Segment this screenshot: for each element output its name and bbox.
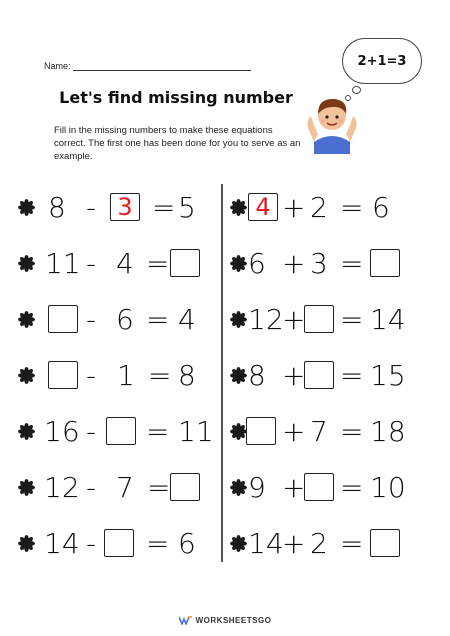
plus-sign: + [282,527,306,560]
number: 18 [370,415,406,448]
footer-brand: WORKSHEETSGO [195,615,272,625]
number: 8 [178,359,196,392]
answer-box[interactable] [246,417,276,445]
equals-sign: = [340,471,364,504]
minus-sign: - [86,247,97,280]
flower-bullet-icon [230,479,247,496]
bubble-equation: 2+1=3 [357,53,407,69]
number: 11 [45,247,81,280]
flower-bullet-icon [230,311,247,328]
instructions-text: Fill in the missing numbers to make these equations correct. The first one has been done for you to serve as an example. [54,125,301,162]
equals-sign: = [340,303,364,336]
flower-bullet-icon [230,255,247,272]
page-title: Let's find missing number [59,88,293,107]
minus-sign: - [86,527,97,560]
name-row [44,60,251,71]
answer-box[interactable] [48,361,78,389]
flower-bullet-icon [18,255,35,272]
number: 2 [310,527,328,560]
number: 4 [178,303,196,336]
plus-sign: + [282,471,306,504]
equals-sign: = [340,191,364,224]
number: 12 [44,471,80,504]
equals-sign: = [340,415,364,448]
worksheetsgo-logo-icon [179,616,192,625]
flower-bullet-icon [18,199,35,216]
plus-sign: + [282,303,306,336]
number: 14 [370,303,406,336]
equals-sign: = [148,359,172,392]
plus-sign: + [282,359,306,392]
equals-sign: = [146,415,170,448]
number: 6 [116,303,134,336]
flower-bullet-icon [230,199,247,216]
minus-sign: - [86,303,97,336]
number: 6 [372,191,390,224]
minus-sign: - [86,471,97,504]
number: 1 [117,359,135,392]
number: 9 [248,471,266,504]
equals-sign: = [146,247,170,280]
equals-sign: = [340,359,364,392]
answer-box[interactable] [370,529,400,557]
number: 16 [44,415,80,448]
equals-sign: = [340,527,364,560]
minus-sign: - [86,359,97,392]
number: 11 [178,415,214,448]
answer-box-filled[interactable]: 4 [248,193,278,221]
plus-sign: + [282,191,306,224]
answer-box[interactable] [48,305,78,333]
minus-sign: - [86,415,97,448]
number: 5 [178,191,196,224]
plus-sign: + [282,247,306,280]
plus-sign: + [282,415,306,448]
flower-bullet-icon [18,535,35,552]
number: 8 [48,191,66,224]
minus-sign: - [86,191,97,224]
number: 14 [248,527,284,560]
number: 12 [248,303,284,336]
number: 8 [248,359,266,392]
answer-box[interactable] [106,417,136,445]
answer-box-filled[interactable]: 3 [110,193,140,221]
flower-bullet-icon [18,311,35,328]
footer [0,612,450,628]
number: 2 [310,191,328,224]
number: 15 [370,359,406,392]
answer-box[interactable] [304,305,334,333]
flower-bullet-icon [18,367,35,384]
number: 3 [310,247,328,280]
number: 6 [248,247,266,280]
number: 7 [116,471,134,504]
number: 6 [178,527,196,560]
boy-illustration [304,90,360,154]
number: 14 [44,527,80,560]
equals-sign: = [146,527,170,560]
number: 10 [370,471,406,504]
flower-bullet-icon [18,423,35,440]
flower-bullet-icon [230,367,247,384]
equals-sign: = [340,247,364,280]
flower-bullet-icon [18,479,35,496]
flower-bullet-icon [230,423,247,440]
equals-sign: = [147,471,171,504]
column-divider [221,184,223,562]
answer-box[interactable] [170,473,200,501]
equals-sign: = [152,191,176,224]
answer-box[interactable] [170,249,200,277]
name-label: Name: [44,61,71,71]
number: 4 [116,247,134,280]
answer-box[interactable] [370,249,400,277]
name-field[interactable] [73,60,251,71]
flower-bullet-icon [230,535,247,552]
answer-box[interactable] [304,473,334,501]
answer-box[interactable] [304,361,334,389]
number: 7 [310,415,328,448]
answer-box[interactable] [104,529,134,557]
equals-sign: = [146,303,170,336]
thought-bubble [342,38,422,84]
